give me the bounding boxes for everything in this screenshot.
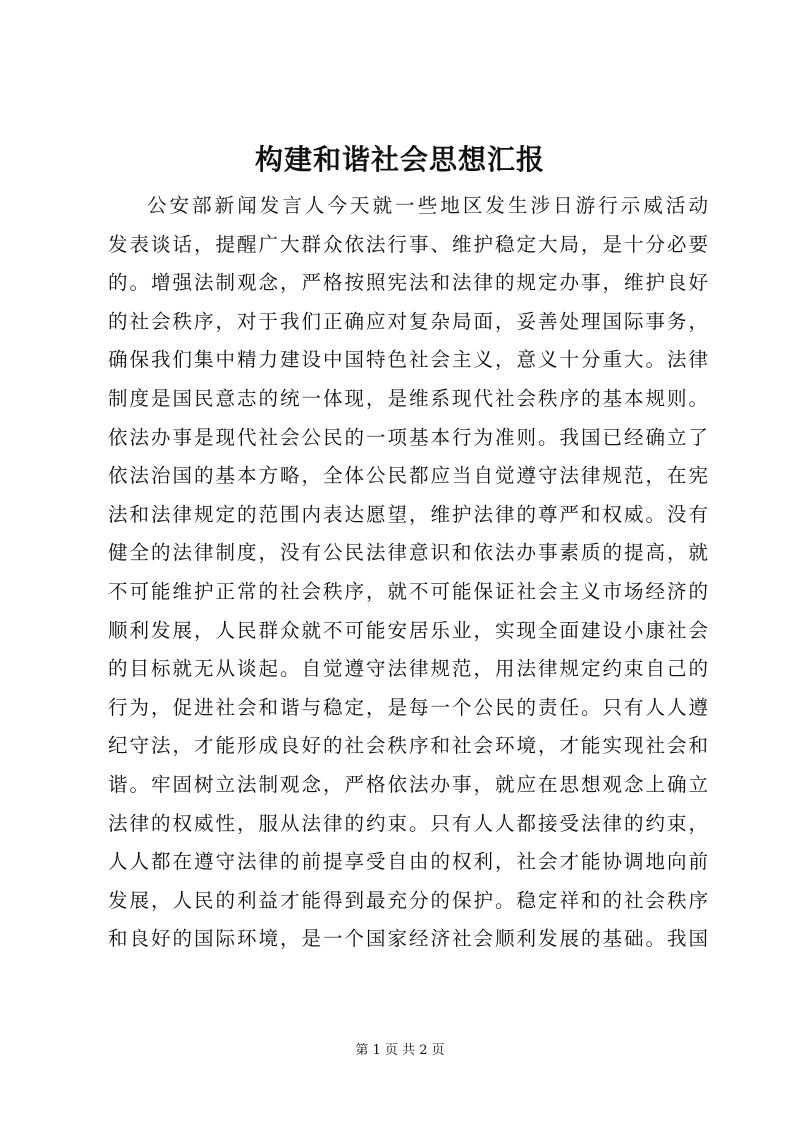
body-line: 发展，人民的利益才能得到最充分的保护。稳定祥和的社会秩序	[108, 888, 708, 912]
body-line: 健全的法律制度，没有公民法律意识和依法办事素质的提高，就	[108, 541, 708, 565]
body-line: 发表谈话，提醒广大群众依法行事、维护稳定大局，是十分必要	[108, 232, 708, 256]
body-line: 法和法律规定的范围内表达愿望，维护法律的尊严和权威。没有	[108, 502, 708, 526]
body-line: 顺利发展，人民群众就不可能安居乐业，实现全面建设小康社会	[108, 618, 708, 642]
body-line: 的社会秩序，对于我们正确应对复杂局面，妥善处理国际事务，	[108, 309, 708, 333]
body-line: 依法治国的基本方略，全体公民都应当自觉遵守法律规范，在宪	[108, 464, 708, 488]
body-line: 人人都在遵守法律的前提享受自由的权利，社会才能协调地向前	[108, 850, 708, 874]
page-footer: 第 1 页 共 2 页	[355, 1043, 445, 1058]
body-line: 的目标就无从谈起。自觉遵守法律规范，用法律规定约束自己的	[108, 657, 708, 681]
document-title: 构建和谐社会思想汇报	[254, 143, 545, 176]
body-line: 和良好的国际环境，是一个国家经济社会顺利发展的基础。我国	[108, 927, 708, 951]
body-line: 公安部新闻发言人今天就一些地区发生涉日游行示威活动	[147, 194, 708, 217]
document-body	[108, 187, 708, 959]
body-line: 不可能维护正常的社会秩序，就不可能保证社会主义市场经济的	[108, 579, 708, 603]
body-line: 谐。牢固树立法制观念，严格依法办事，就应在思想观念上确立	[108, 772, 708, 796]
body-line: 行为，促进社会和谐与稳定，是每一个公民的责任。只有人人遵	[108, 695, 708, 719]
body-line: 依法办事是现代社会公民的一项基本行为准则。我国已经确立了	[108, 425, 708, 449]
body-line: 的。增强法制观念，严格按照宪法和法律的规定办事，维护良好	[108, 271, 708, 295]
body-line: 法律的权威性，服从法律的约束。只有人人都接受法律的约束，	[108, 811, 708, 835]
body-line: 制度是国民意志的统一体现，是维系现代社会秩序的基本规则。	[108, 386, 708, 410]
body-line: 纪守法，才能形成良好的社会秩序和社会环境，才能实现社会和	[108, 734, 708, 758]
body-line: 确保我们集中精力建设中国特色社会主义，意义十分重大。法律	[108, 348, 708, 372]
